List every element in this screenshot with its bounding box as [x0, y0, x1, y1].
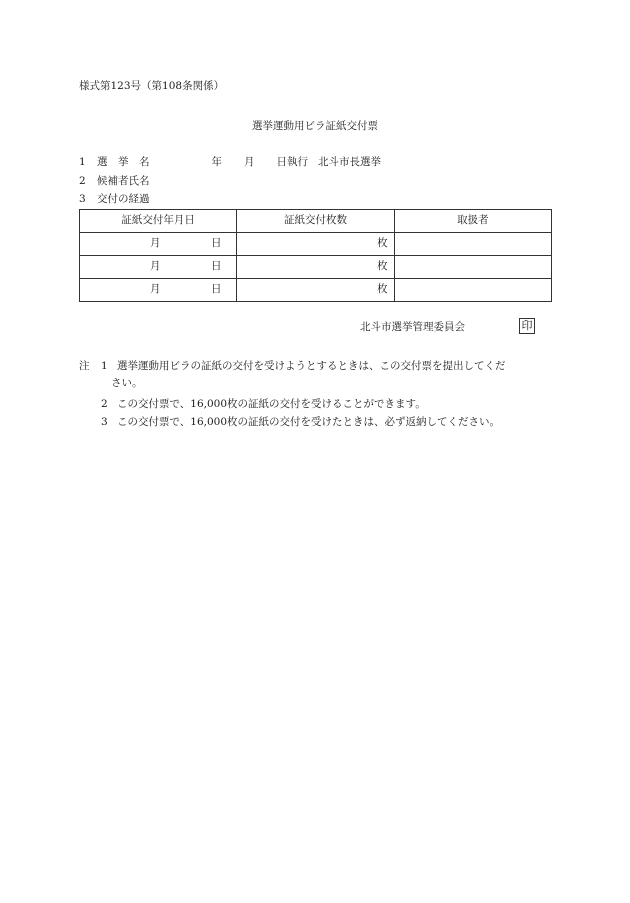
- handler-cell: [394, 256, 551, 279]
- note-item-1-continuation: さい。: [111, 377, 143, 389]
- note-item-3: 3 この交付票で、16,000枚の証紙の交付を受けたときは、必ず返納してください。: [101, 416, 501, 428]
- item-number: 2: [79, 175, 86, 187]
- issue-count-cell: 枚: [237, 256, 394, 279]
- item-label: 選 挙 名: [97, 156, 150, 168]
- header-issue-date: 証紙交付年月日: [80, 210, 237, 233]
- item-candidate-name: [79, 175, 150, 189]
- header-issue-count: 証紙交付枚数: [237, 210, 394, 233]
- table-row: [80, 256, 552, 279]
- table-row: [80, 233, 552, 256]
- year-label: 年: [211, 156, 222, 168]
- issue-count-cell: 枚: [237, 279, 394, 302]
- note-item-2: 2 この交付票で、16,000枚の証紙の交付を受けることができます。: [101, 398, 426, 410]
- item-issuance-history: [79, 193, 150, 207]
- item-number: 3: [79, 193, 86, 205]
- election-name: 北斗市長選挙: [318, 156, 381, 168]
- day-execution-label: 日執行: [276, 156, 308, 168]
- issuance-table: [79, 209, 552, 302]
- issue-date-cell: 月 日: [80, 279, 237, 302]
- table-header-row: [80, 210, 552, 233]
- item-label: 交付の経過: [97, 193, 150, 205]
- note-item-1: 1 選挙運動用ビラの証紙の交付を受けようとするときは、この交付票を提出してくだ: [101, 360, 506, 372]
- table-row: [80, 279, 552, 302]
- issue-date-cell: 月 日: [80, 233, 237, 256]
- month-label: 月: [244, 156, 255, 168]
- header-handler: 取扱者: [394, 210, 551, 233]
- item-number: 1: [79, 156, 86, 168]
- notes-heading: 注: [79, 360, 90, 372]
- handler-cell: [394, 233, 551, 256]
- document-title: 選挙運動用ビラ証紙交付票: [252, 120, 378, 132]
- item-election-name: [79, 156, 381, 170]
- committee-name: 北斗市選挙管理委員会: [360, 321, 465, 333]
- form-number: 様式第123号（第108条関係）: [79, 80, 225, 92]
- seal-mark: 印: [519, 318, 535, 334]
- issue-date-cell: 月 日: [80, 256, 237, 279]
- issue-count-cell: 枚: [237, 233, 394, 256]
- handler-cell: [394, 279, 551, 302]
- item-label: 候補者氏名: [97, 175, 150, 187]
